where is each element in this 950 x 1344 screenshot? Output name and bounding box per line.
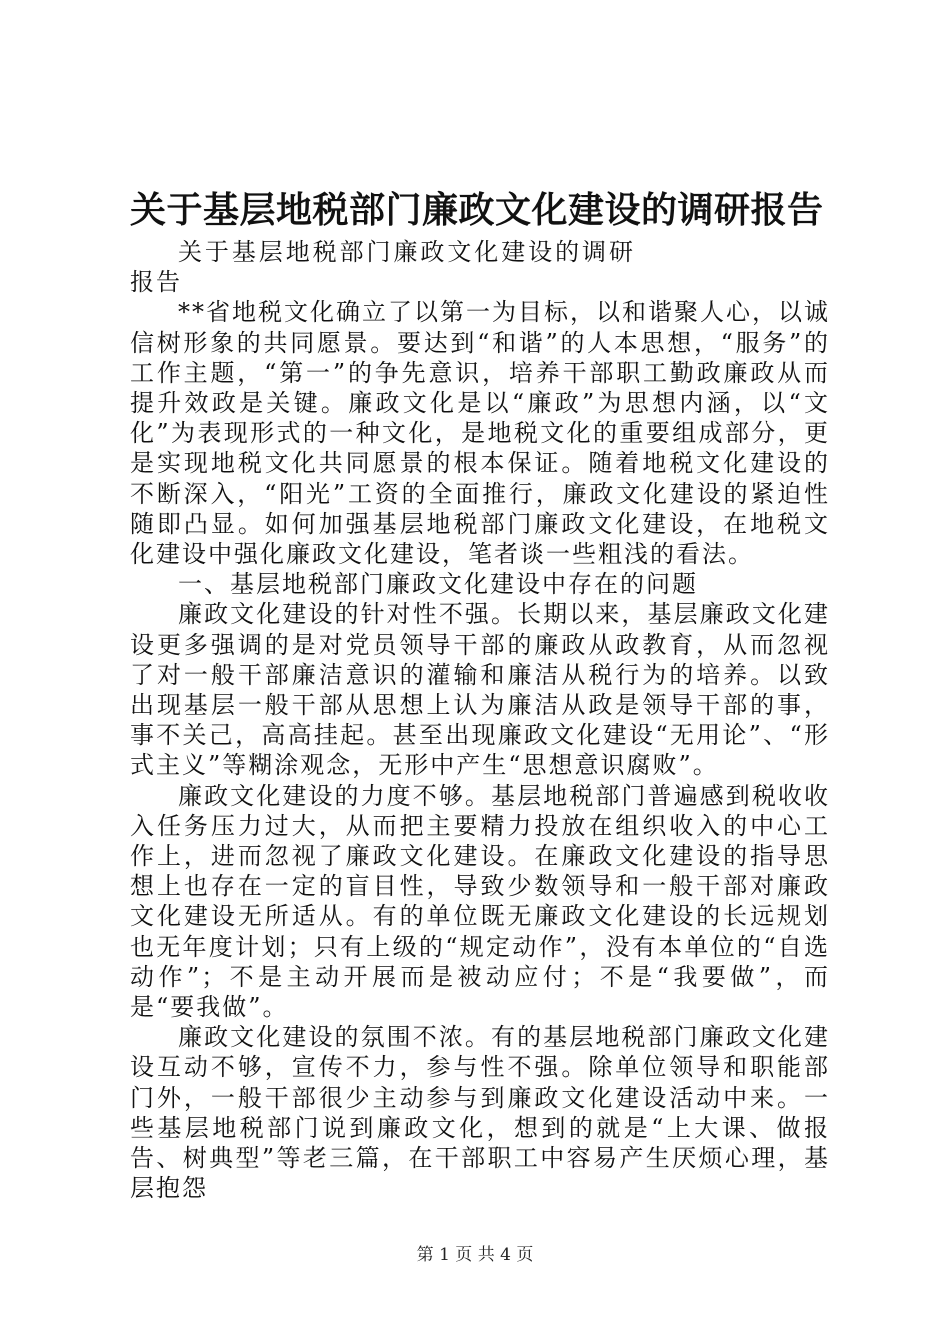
paragraph-atmosphere: 廉政文化建设的氛围不浓。有的基层地税部门廉政文化建设互动不够，宣传不力，参与性不强。除单位领导和职能部门外，一般干部很少主动参与到廉政文化建设活动中来。一些基层地税部门说到廉政文化，想到的就是“上大课、做报告、树典型”等老三篇，在干部职工中容易产生厌烦心理，基层抱怨 — [130, 1023, 830, 1203]
document-subtitle: 关于基层地税部门廉政文化建设的调研报告 — [130, 238, 635, 297]
paragraph-targeting: 廉政文化建设的针对性不强。长期以来，基层廉政文化建设更多强调的是对党员领导干部的廉政从政教育，从而忽视了对一般干部廉洁意识的灌输和廉洁从税行为的培养。以致出现基层一般干部从思想上认为廉洁从政是领导干部的事，事不关己，高高挂起。甚至出现廉政文化建设“无用论”、“形式主义”等糊涂观念，无形中产生“思想意识腐败”。 — [130, 600, 830, 780]
document-body — [130, 237, 830, 1204]
document-title: 关于基层地税部门廉政文化建设的调研报告 — [130, 189, 824, 231]
paragraph-intensity: 廉政文化建设的力度不够。基层地税部门普遍感到税收收入任务压力过大，从而把主要精力投放在组织收入的中心工作上，进而忽视了廉政文化建设。在廉政文化建设的指导思想上也存在一定的盲目性，导致少数领导和一般干部对廉政文化建设无所适从。有的单位既无廉政文化建设的长远规划也无年度计划；只有上级的“规定动作”，没有本单位的“自选动作”；不是主动开展而是被动应付；不是“我要做”，而是“要我做”。 — [130, 781, 830, 1022]
section-heading-problems: 一、基层地税部门廉政文化建设中存在的问题 — [178, 570, 698, 599]
paragraph-intro: **省地税文化确立了以第一为目标，以和谐聚人心，以诚信树形象的共同愿景。要达到“和谐”的人本思想，“服务”的工作主题，“第一”的争先意识，培养干部职工勤政廉政从而提升效政是关键。廉政文化是以“廉政”为思想内涵，以“文化”为表现形式的一种文化，是地税文化的重要组成部分，更是实现地税文化共同愿景的根本保证。随着地税文化建设的不断深入，“阳光”工资的全面推行，廉政文化建设的紧迫性随即凸显。如何加强基层地税部门廉政文化建设，在地税文化建设中强化廉政文化建设，笔者谈一些粗浅的看法。 — [130, 298, 830, 569]
page-number-footer: 第 1 页 共 4 页 — [416, 1245, 534, 1265]
